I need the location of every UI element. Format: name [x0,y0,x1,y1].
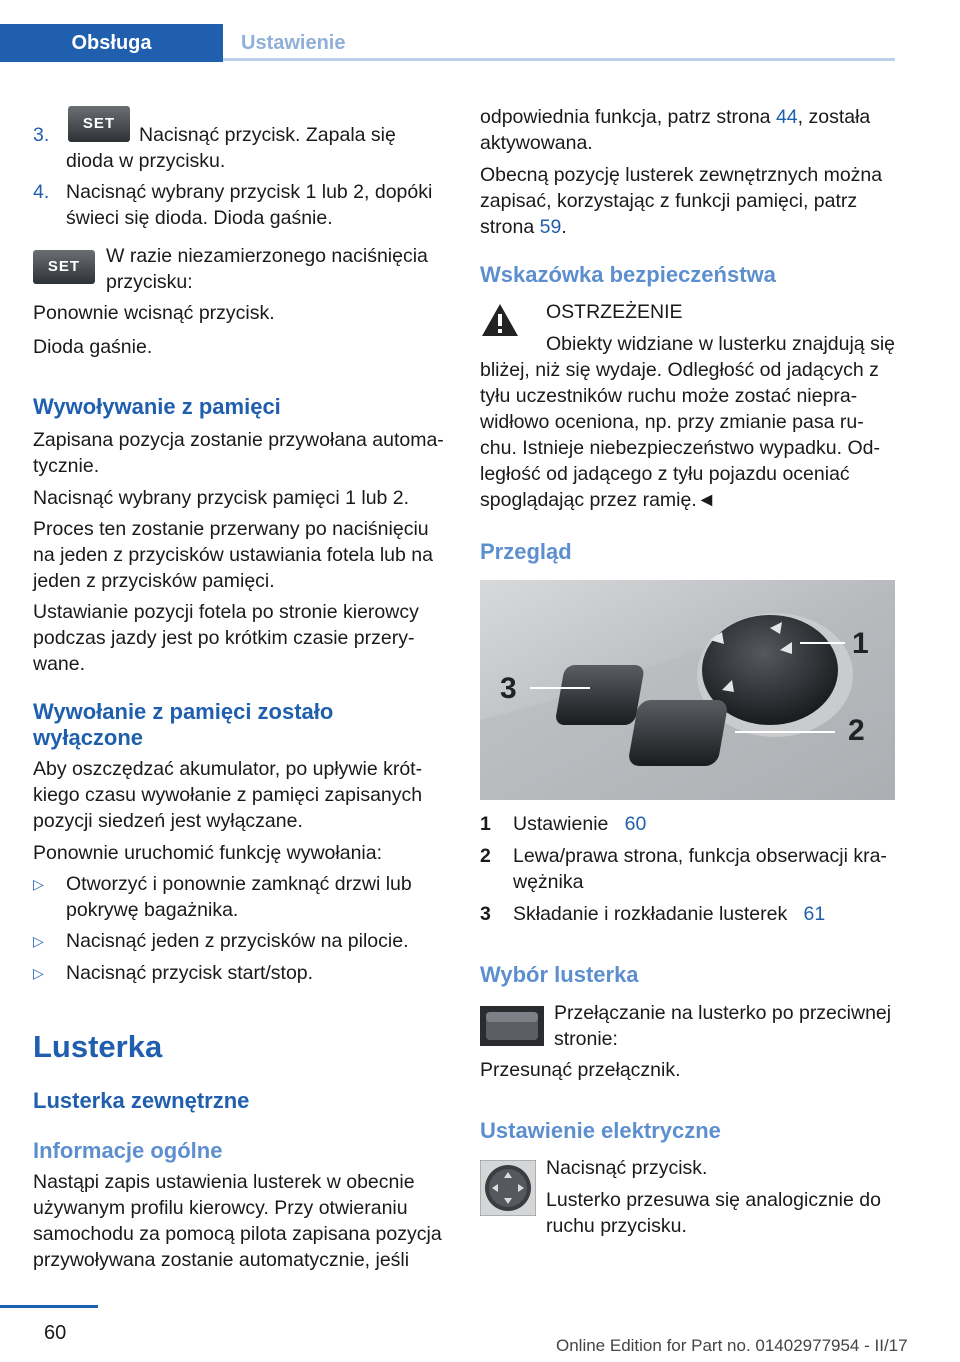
continuation-text: odpowiednia funkcja, patrz strona 44, została [480,106,871,128]
electric-move-text: Lusterko przesuwa się analogicznie do [546,1189,881,1211]
recall-p1: Zapisana pozycja zostanie przywołana automa‐ [33,429,444,451]
callout-2: 2 [848,714,865,747]
general-info-heading: Informacje ogólne [33,1138,223,1163]
electric-adjust-heading: Ustawienie elektryczne [480,1118,721,1143]
legend-2-number: 2 [480,845,491,867]
recall-p3-cont: na jeden z przycisków ustawiania fotela lub na [33,544,433,566]
page-number: 60 [44,1322,67,1344]
bullet-3: Nacisnąć przycisk start/stop. [66,962,314,984]
recall-p4-cont: podczas jazdy jest po krótkim czasie przery‐ [33,627,415,649]
mirror-select-text-cont: stronie: [554,1028,618,1050]
step-4-text: Nacisnąć wybrany przycisk 1 lub 2, dopóki [66,181,433,203]
mirror-select-heading: Wybór lusterka [480,962,639,987]
disabled-p1-cont: kiego czasu wywołanie z pamięci zapisanych [33,784,423,806]
bullet-marker-icon: ▷ [33,876,44,892]
tab-obsluga[interactable]: Obsługa [0,24,223,62]
led-off-text: Dioda gaśnie. [33,336,153,358]
warning-title: OSTRZEŻENIE [546,301,683,323]
header-rule [223,58,895,61]
step-4-text-cont: świeci się dioda. Dioda gaśnie. [66,207,333,229]
step-3-text: Nacisnąć przycisk. Zapala się [139,124,396,146]
warning-text: Obiekty widziane w lusterku znajdują się [546,333,896,355]
recall-p4-cont2: wane. [33,653,86,675]
ext-mirrors-heading: Lusterka zewnętrzne [33,1088,250,1113]
accidental-press-text-cont: przycisku: [106,271,193,293]
step-3-number: 3. [33,124,50,146]
page-link-60[interactable]: 60 [624,813,647,835]
mirror-select-text: Przełączanie na lusterko po przeciwnej [554,1002,892,1024]
page-link-59[interactable]: 59 [539,216,562,238]
legend-3-number: 3 [480,903,491,925]
legend-1-number: 1 [480,813,491,835]
continuation-text-cont: aktywowana. [480,132,593,154]
general-p-cont2: samochodu za pomocą pilota zapisana pozycja [33,1223,442,1245]
recall-p3-cont2: jeden z przycisków pamięci. [33,570,275,592]
electric-press-text: Nacisnąć przycisk. [546,1157,708,1179]
bullet-1: Otworzyć i ponownie zamknąć drzwi lub [66,873,412,895]
warning-triangle-icon [480,302,520,338]
accidental-press-text: W razie niezamierzonego naciśnięcia [106,245,428,267]
recall-p4: Ustawianie pozycji fotela po stronie kierowcy [33,601,419,623]
warning-text-cont2: tyłu uczestników ruchu może zostać niepra‐ [480,385,858,407]
bullet-marker-icon: ▷ [33,933,44,949]
disabled-p1-cont2: pozycji siedzeń jest wyłączane. [33,810,303,832]
set-button-icon: SET [68,106,130,142]
page-link-44[interactable]: 44 [775,106,798,128]
edition-text: Online Edition for Part no. 01402977954 - II/17 [556,1336,908,1355]
mirror-joystick-icon [480,1160,536,1216]
footer-rule [0,1305,98,1308]
current-position-text-cont2: strona 59. [480,216,567,238]
warning-text-cont3: widłowo oceniona, np. przy zmianie pasa ru‐ [480,411,864,433]
legend-2-text: Lewa/prawa strona, funkcja obserwacji kra‐ [513,845,887,867]
warning-text-cont4: chu. Istnieje niebezpieczeństwo wypadku. Od‐ [480,437,880,459]
legend-2-text-cont: wężnika [513,871,584,893]
safety-heading: Wskazówka bezpieczeństwa [480,262,776,287]
bullet-marker-icon: ▷ [33,965,44,981]
press-again-text: Ponownie wcisnąć przycisk. [33,302,275,324]
recall-p1-cont: tycznie. [33,455,100,477]
step-3-text-cont: dioda w przycisku. [66,150,226,172]
callout-3: 3 [500,672,517,705]
general-p: Nastąpi zapis ustawienia lusterek w obecnie [33,1171,415,1193]
recall-heading: Wywoływanie z pamięci [33,394,281,419]
legend-1-text: Ustawienie 60 [513,813,647,835]
current-position-text: Obecną pozycję lusterek zewnętrznych można [480,164,883,186]
electric-move-text-cont: ruchu przycisku. [546,1215,687,1237]
step-4-number: 4. [33,181,50,203]
mirror-select-action: Przesunąć przełącznik. [480,1059,681,1081]
legend-3-text: Składanie i rozkładanie lusterek 61 [513,903,826,925]
bullet-2: Nacisnąć jeden z przycisków na pilocie. [66,930,409,952]
mirror-switch-icon [480,1006,544,1046]
general-p-cont: używanym profilu kierowcy. Przy otwieraniu [33,1197,408,1219]
page-link-61[interactable]: 61 [803,903,826,925]
recall-p2: Nacisnąć wybrany przycisk pamięci 1 lub 2. [33,487,410,509]
disabled-p2: Ponownie uruchomić funkcję wywołania: [33,842,383,864]
mirror-controls-photo [480,580,895,800]
recall-disabled-heading: Wywołanie z pamięci zostało [33,699,334,724]
bullet-1-cont: pokrywę bagażnika. [66,899,239,921]
current-position-text-cont: zapisać, korzystając z funkcji pamięci, patrz [480,190,858,212]
header-tabs [0,24,895,62]
set-button-icon: SET [33,250,95,284]
disabled-p1: Aby oszczędzać akumulator, po upływie krót‐ [33,758,423,780]
warning-text-cont: bliżej, niż się wydaje. Odległość od jadących z [480,359,879,381]
overview-heading: Przegląd [480,539,572,564]
recall-disabled-heading-cont: wyłączone [33,725,144,750]
general-p-cont3: przywoływana zostanie automatycznie, jeśli [33,1249,410,1271]
warning-text-cont5: ległość od jadącego z tyłu pojazdu oceniać [480,463,850,485]
recall-p3: Proces ten zostanie przerwany po naciśnięciu [33,518,429,540]
callout-1: 1 [852,627,869,660]
mirrors-heading: Lusterka [33,1029,163,1064]
tab-ustawienie[interactable]: Ustawienie [241,32,346,54]
warning-text-cont6: spoglądając przez ramię.◄ [480,489,717,511]
